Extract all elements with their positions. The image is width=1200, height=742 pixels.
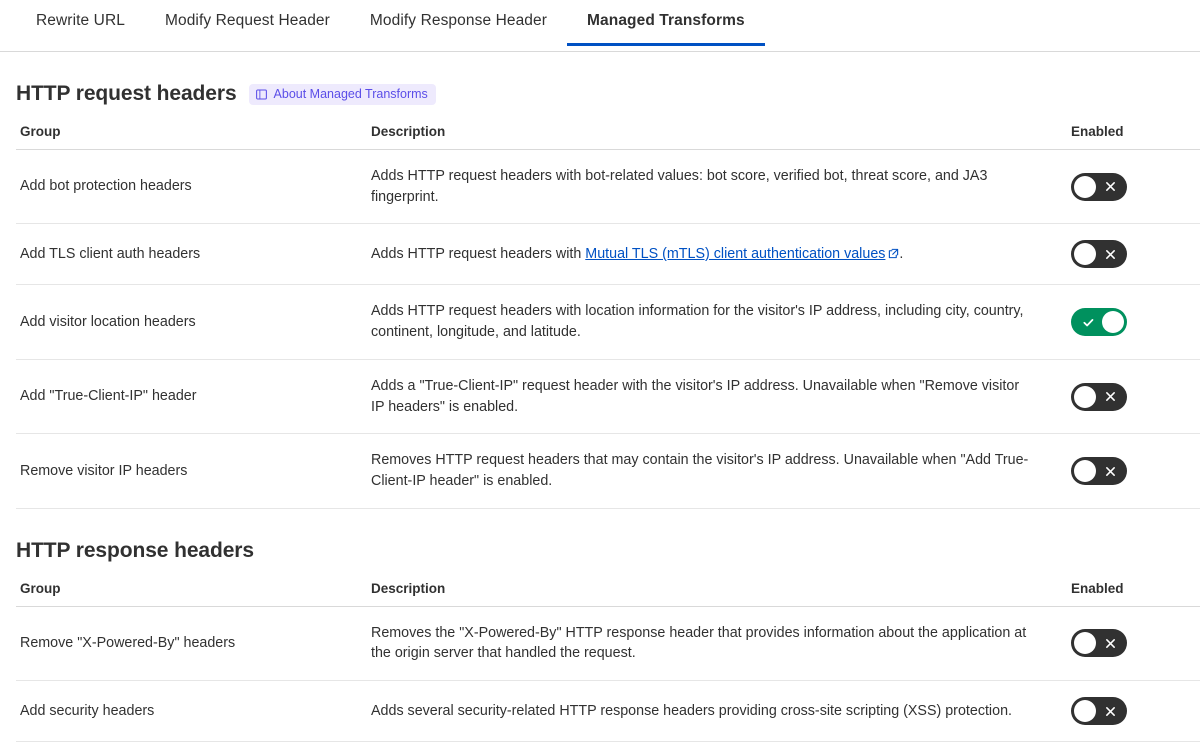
row-enabled-cell — [1071, 681, 1200, 742]
row-enabled-cell — [1071, 224, 1200, 285]
book-icon — [255, 88, 268, 101]
column-header-enabled: Enabled — [1071, 118, 1200, 150]
table-row — [16, 224, 1200, 285]
row-description: Adds a "True-Client-IP" request header with the visitor's IP address. Unavailable when "Remove visitor IP headers" is enabled. — [371, 359, 1071, 433]
row-group-label: Add bot protection headers — [16, 150, 371, 224]
row-group-label: Remove "X-Powered-By" headers — [16, 606, 371, 680]
row-group-label: Remove visitor IP headers — [16, 434, 371, 508]
x-icon — [1093, 697, 1127, 725]
toggle-remove-x-powered-by-headers[interactable] — [1071, 629, 1127, 657]
check-icon — [1071, 308, 1105, 336]
row-group-label: Add "True-Client-IP" header — [16, 359, 371, 433]
about-managed-transforms-link[interactable] — [249, 84, 436, 105]
request-headers-header — [16, 82, 1184, 106]
tab-managed-transforms[interactable]: Managed Transforms — [567, 0, 765, 46]
response-headers-table — [16, 575, 1200, 742]
toggle-add-true-client-ip-header[interactable] — [1071, 383, 1127, 411]
x-icon — [1093, 240, 1127, 268]
table-row — [16, 434, 1200, 508]
row-group-label: Add TLS client auth headers — [16, 224, 371, 285]
column-header-enabled: Enabled — [1071, 575, 1200, 607]
column-header-group: Group — [16, 575, 371, 607]
table-row — [16, 359, 1200, 433]
x-icon — [1093, 383, 1127, 411]
toggle-add-visitor-location-headers[interactable] — [1071, 308, 1127, 336]
x-icon — [1093, 457, 1127, 485]
row-group-label: Add security headers — [16, 681, 371, 742]
column-header-description: Description — [371, 118, 1071, 150]
row-enabled-cell — [1071, 359, 1200, 433]
toggle-add-security-headers[interactable] — [1071, 697, 1127, 725]
tab-modify-response-header[interactable]: Modify Response Header — [369, 12, 548, 29]
row-description: Adds HTTP request headers with location information for the visitor's IP address, including city, country, continent, longitude, and latitude. — [371, 285, 1071, 359]
row-enabled-cell — [1071, 150, 1200, 224]
about-managed-transforms-label: About Managed Transforms — [273, 86, 428, 101]
table-header-row — [16, 118, 1200, 150]
response-headers-title: HTTP response headers — [16, 538, 254, 562]
request-headers-title: HTTP request headers — [16, 82, 237, 105]
tab-modify-request-header[interactable]: Modify Request Header — [164, 12, 330, 29]
request-headers-table — [16, 118, 1200, 509]
row-enabled-cell — [1071, 434, 1200, 508]
row-description: Removes the "X-Powered-By" HTTP response header that provides information about the application at the origin server that handled the request. — [371, 606, 1071, 680]
external-link-icon — [888, 245, 899, 256]
table-row — [16, 150, 1200, 224]
row-group-label: Add visitor location headers — [16, 285, 371, 359]
content-area — [0, 82, 1200, 742]
row-description: Removes HTTP request headers that may contain the visitor's IP address. Unavailable when "Add True-Client-IP header" is enabled. — [371, 434, 1071, 508]
column-header-description: Description — [371, 575, 1071, 607]
toggle-knob — [1102, 311, 1124, 333]
toggle-add-bot-protection-headers[interactable] — [1071, 173, 1127, 201]
toggle-remove-visitor-ip-headers[interactable] — [1071, 457, 1127, 485]
table-row — [16, 681, 1200, 742]
table-row — [16, 285, 1200, 359]
table-row — [16, 606, 1200, 680]
row-enabled-cell — [1071, 285, 1200, 359]
toggle-add-tls-client-auth-headers[interactable] — [1071, 240, 1127, 268]
row-enabled-cell — [1071, 606, 1200, 680]
column-header-group: Group — [16, 118, 371, 150]
row-description: Adds HTTP request headers with bot-related values: bot score, verified bot, threat score, and JA3 fingerprint. — [371, 150, 1071, 224]
mtls-client-auth-link[interactable]: Mutual TLS (mTLS) client authentication values — [585, 246, 886, 263]
response-headers-header — [16, 539, 1184, 563]
row-description-suffix: . — [899, 246, 904, 263]
row-description-prefix: Adds HTTP request headers with — [371, 246, 586, 263]
tab-bar — [0, 0, 1200, 52]
x-icon — [1093, 629, 1127, 657]
table-header-row — [16, 575, 1200, 607]
row-description — [371, 224, 1071, 285]
tab-rewrite-url[interactable]: Rewrite URL — [36, 12, 125, 29]
x-icon — [1093, 173, 1127, 201]
row-description: Adds several security-related HTTP response headers providing cross-site scripting (XSS) protection. — [371, 681, 1071, 742]
